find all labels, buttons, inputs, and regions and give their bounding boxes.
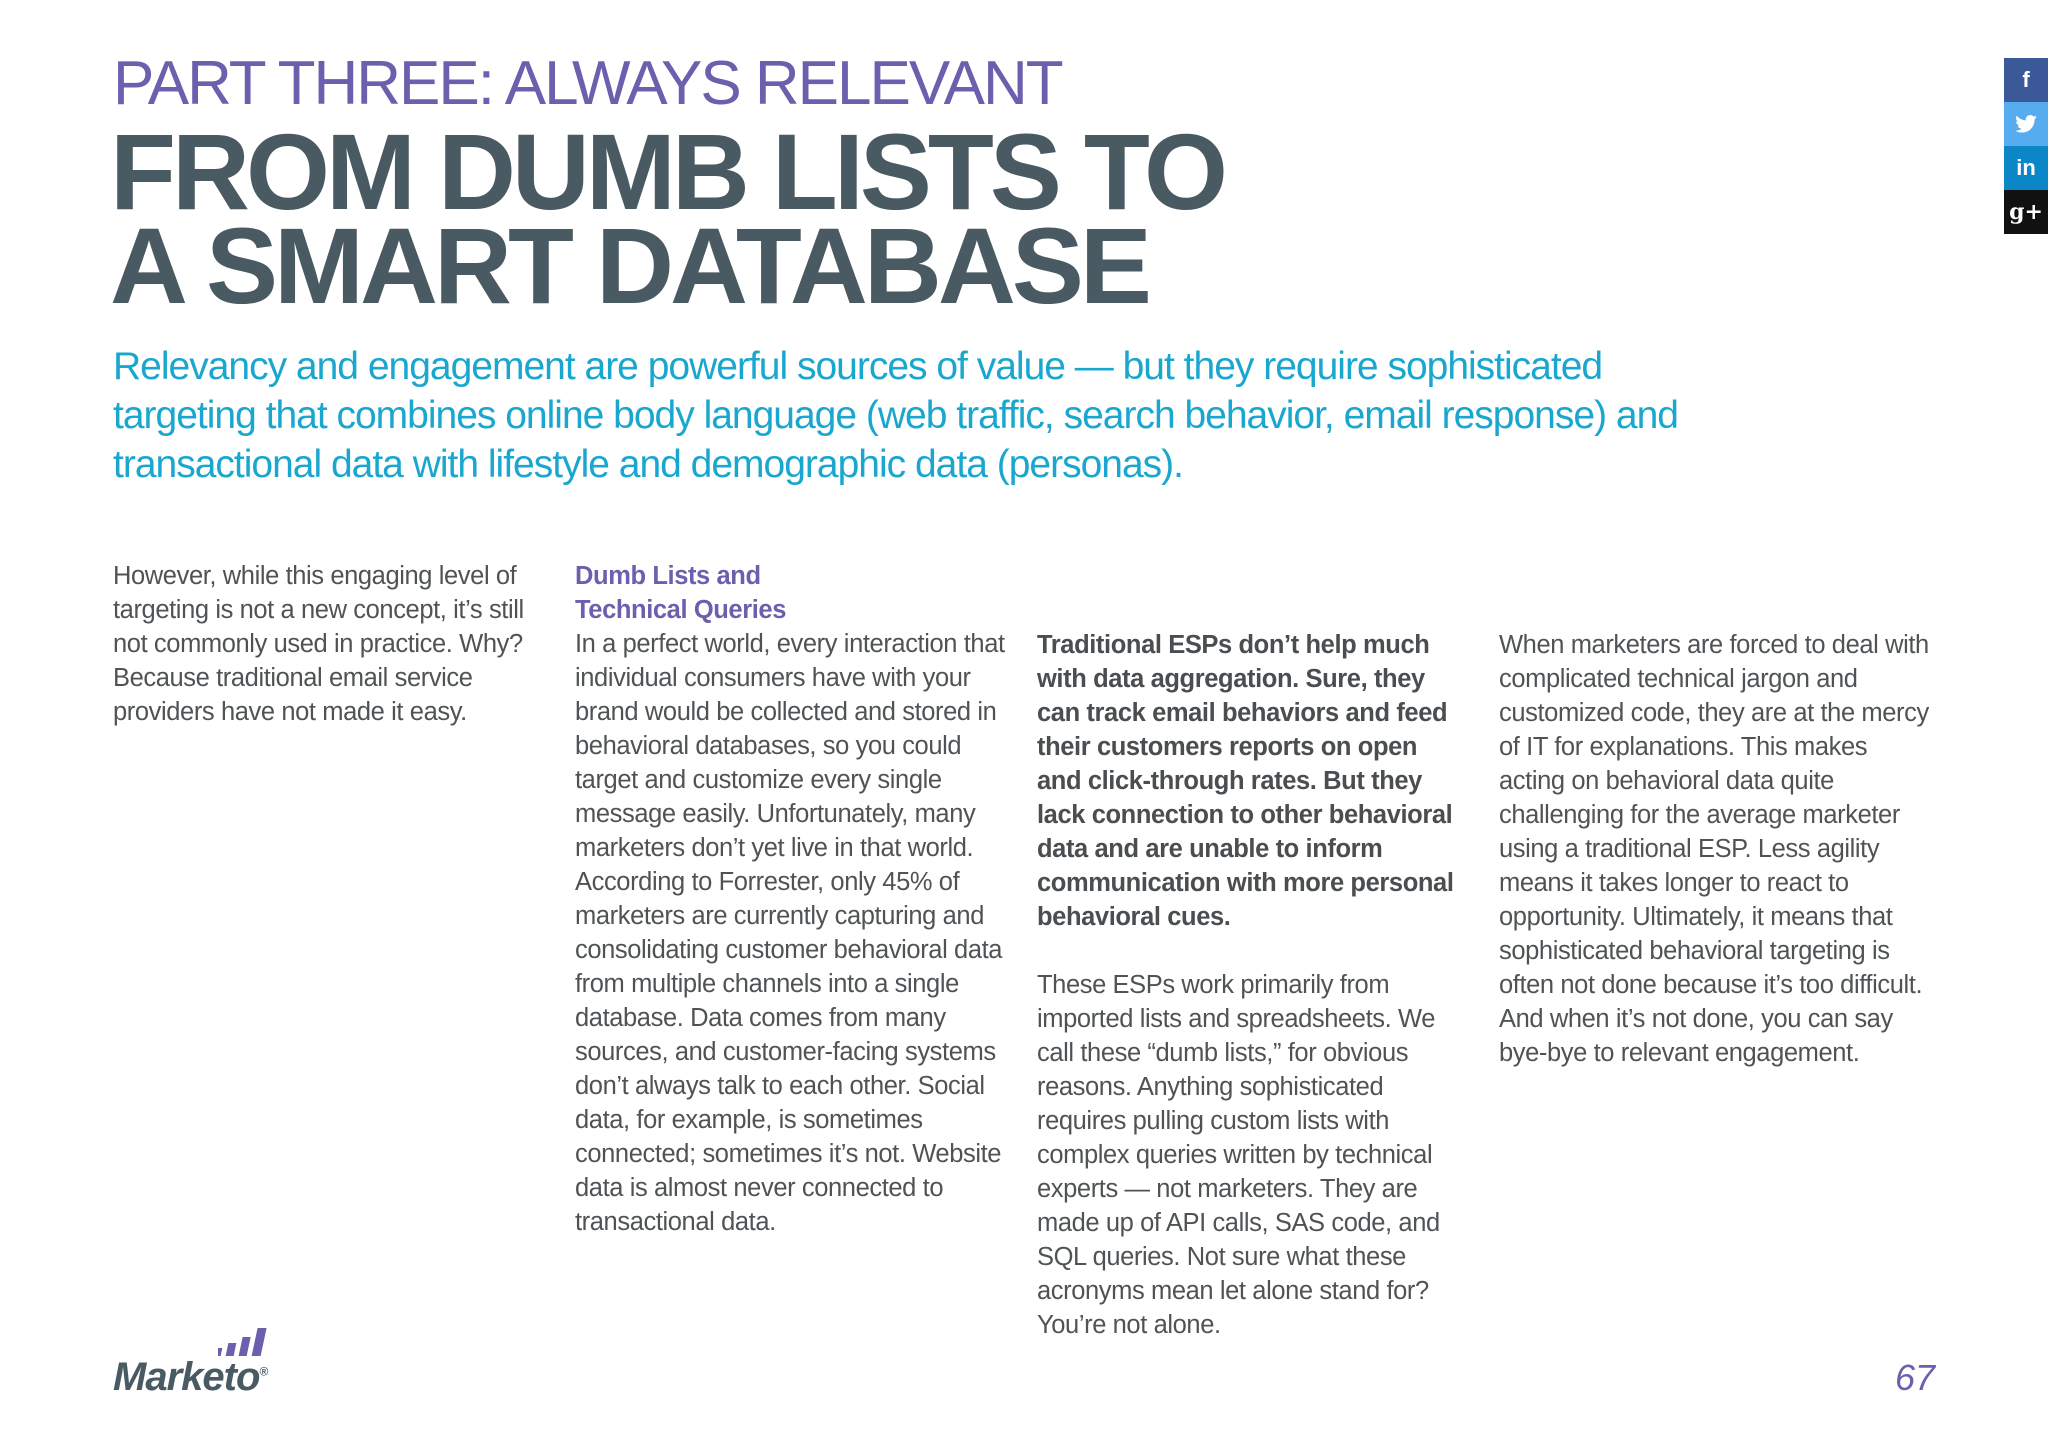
- title-line-1: FROM DUMB LISTS TO: [110, 111, 1224, 232]
- column-3-lead: Traditional ESPs don’t help much with data aggregation. Sure, they can track email behaviors and feed their customers reports on open and click-through rates. But they lack connection to other behavioral data and are unable to inform communication with more personal behavioral cues.: [1037, 631, 1454, 931]
- title-line-2: A SMART DATABASE: [110, 205, 1148, 326]
- facebook-icon[interactable]: f: [2004, 58, 2048, 102]
- page-number: 67: [1895, 1357, 1936, 1398]
- section-subheading: Dumb Lists and Technical Queries: [575, 562, 786, 624]
- registered-mark: ®: [259, 1364, 268, 1379]
- section-kicker: PART THREE: ALWAYS RELEVANT: [113, 49, 1062, 118]
- logo-wordmark: Marketo: [113, 1355, 260, 1399]
- column-1-text: However, while this engaging level of targeting is not a new concept, it’s still not commonly used in practice. Why? Because traditional email service providers have not made it easy.: [113, 562, 524, 726]
- page-title: [110, 111, 1224, 326]
- googleplus-icon[interactable]: g+: [2004, 190, 2048, 234]
- column-4-text: When marketers are forced to deal with complicated technical jargon and customized code, they are at the mercy of IT for explanations. This makes acting on behavioral data quite challenging for the average marketer using a traditional ESP. Less agility means it takes longer to react to opportunity. Ultimately, it means that sophisticated behavioral targeting is often not done because it’s too difficult. And when it’s not done, you can say bye-bye to relevant engagement.: [1499, 631, 1929, 1067]
- column-2: [575, 559, 1005, 1239]
- social-share-bar: [2004, 58, 2048, 234]
- column-3: [1037, 628, 1467, 1342]
- twitter-icon[interactable]: [2004, 102, 2048, 146]
- twitter-bird-icon: [2015, 115, 2037, 133]
- linkedin-icon[interactable]: in: [2004, 146, 2048, 190]
- column-3-text: These ESPs work primarily from imported lists and spreadsheets. We call these “dumb lists,” for obvious reasons. Anything sophisticated requires pulling custom lists with complex queries written by technical experts — not marketers. They are made up of API calls, SAS code, and SQL queries. Not sure what these acronyms mean let alone stand for? You’re not alone.: [1037, 971, 1440, 1339]
- column-1: [113, 559, 543, 729]
- intro-paragraph: Relevancy and engagement are powerful sources of value — but they require sophisticated targeting that combines online body language (web traffic, search behavior, email response) and transactional data with lifestyle and demographic data (personas).: [113, 345, 1678, 486]
- column-4: [1499, 628, 1929, 1070]
- column-2-text: In a perfect world, every interaction that individual consumers have with your brand would be collected and stored in behavioral databases, so you could target and customize every single message easily. Unfortunately, many marketers don’t yet live in that world. According to Forrester, only 45% of marketers are currently capturing and consolidating customer behavioral data from multiple channels into a single database. Data comes from many sources, and customer-facing systems don’t always talk to each other. Social data, for example, is sometimes connected; sometimes it’s not. Website data is almost never connected to transactional data.: [575, 630, 1005, 1236]
